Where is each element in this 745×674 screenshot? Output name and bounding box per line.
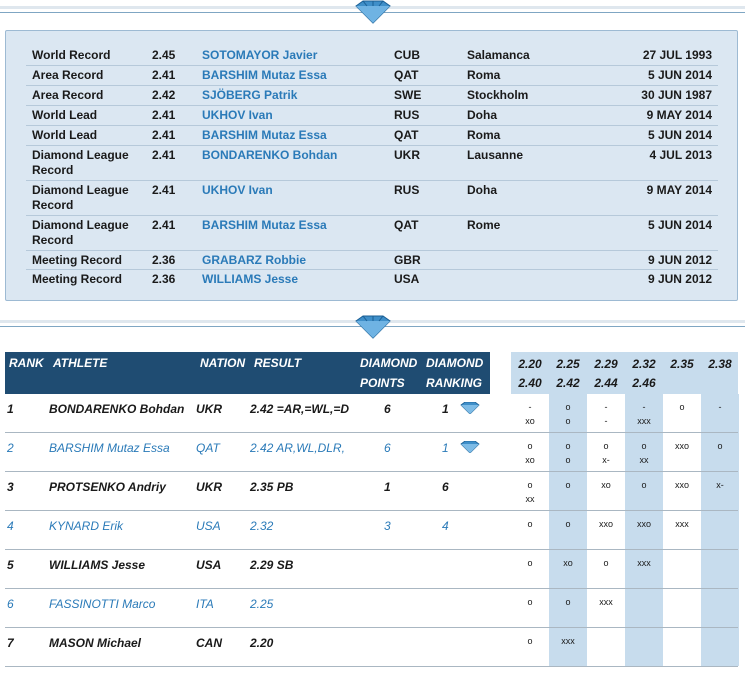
result-mark: 2.32: [250, 519, 274, 533]
result-athlete[interactable]: BONDARENKO Bohdan: [49, 402, 185, 416]
header-diamond-ranking-2: RANKING: [426, 376, 482, 390]
result-row: [5, 472, 738, 511]
header-result: RESULT: [254, 356, 302, 370]
record-row: [26, 146, 718, 181]
record-nation: CUB: [394, 48, 420, 62]
attempt-mark: o: [527, 441, 533, 451]
attempt-mark: o: [679, 402, 685, 412]
record-mark: 2.41: [152, 108, 176, 122]
result-rank: 7: [7, 636, 14, 650]
result-mark: 2.42 AR,WL,DLR,: [250, 441, 345, 455]
result-nation: UKR: [196, 402, 222, 416]
height-label: 2.35: [670, 357, 694, 371]
record-mark: 2.41: [152, 128, 176, 142]
attempt-mark: xo: [525, 455, 535, 465]
attempt-mark: o: [527, 636, 533, 646]
result-rank: 5: [7, 558, 14, 572]
result-mark: 2.20: [250, 636, 274, 650]
record-athlete[interactable]: WILLIAMS Jesse: [202, 272, 299, 286]
attempt-mark: o: [565, 597, 571, 607]
result-points: 6: [384, 402, 391, 416]
result-nation: CAN: [196, 636, 222, 650]
attempt-mark: -: [604, 416, 608, 426]
result-points: 1: [384, 480, 391, 494]
height-label: 2.40: [518, 376, 542, 390]
record-nation: USA: [394, 272, 420, 286]
record-athlete[interactable]: BARSHIM Mutaz Essa: [202, 68, 327, 82]
record-date: 4 JUL 2013: [649, 148, 712, 162]
record-athlete[interactable]: SOTOMAYOR Javier: [202, 48, 318, 62]
attempt-mark: o: [603, 558, 609, 568]
record-type: Diamond League Record: [32, 218, 129, 247]
record-nation: QAT: [394, 128, 419, 142]
result-ranking: 1: [442, 402, 449, 416]
attempt-mark: o: [603, 441, 609, 451]
record-type: World Record: [32, 48, 111, 62]
record-date: 9 MAY 2014: [646, 183, 712, 197]
attempt-mark: o: [565, 519, 571, 529]
record-athlete[interactable]: BONDARENKO Bohdan: [202, 148, 338, 162]
diamond-icon: [350, 315, 396, 339]
results-header: [5, 352, 490, 394]
attempt-mark: xxx: [637, 416, 651, 426]
result-rank: 6: [7, 597, 14, 611]
attempt-mark: o: [641, 441, 647, 451]
record-type: Diamond League Record: [32, 148, 129, 177]
result-nation: USA: [196, 558, 222, 572]
result-nation: UKR: [196, 480, 222, 494]
attempt-mark: xxx: [675, 519, 689, 529]
header-diamond-points-1: DIAMOND: [360, 356, 418, 370]
height-label: 2.32: [632, 357, 656, 371]
record-venue: Roma: [467, 68, 501, 82]
record-venue: Roma: [467, 128, 501, 142]
height-label: 2.38: [708, 357, 732, 371]
result-row: [5, 628, 738, 667]
record-venue: Lausanne: [467, 148, 524, 162]
record-mark: 2.42: [152, 88, 176, 102]
result-ranking: 6: [442, 480, 449, 494]
record-date: 5 JUN 2014: [647, 218, 712, 232]
result-athlete[interactable]: WILLIAMS Jesse: [49, 558, 146, 572]
record-athlete[interactable]: UKHOV Ivan: [202, 183, 273, 197]
header-athlete: ATHLETE: [53, 356, 108, 370]
result-athlete[interactable]: PROTSENKO Andriy: [49, 480, 166, 494]
record-row: [26, 46, 718, 66]
attempt-mark: o: [527, 519, 533, 529]
record-mark: 2.41: [152, 218, 176, 232]
record-athlete[interactable]: SJÖBERG Patrik: [202, 88, 298, 102]
result-points: 6: [384, 441, 391, 455]
record-venue: Doha: [467, 183, 497, 197]
result-nation: USA: [196, 519, 221, 533]
attempt-mark: o: [565, 455, 571, 465]
attempt-mark: xo: [601, 480, 611, 490]
record-athlete[interactable]: GRABARZ Robbie: [202, 253, 306, 267]
record-type: World Lead: [32, 128, 98, 142]
record-date: 30 JUN 1987: [641, 88, 712, 102]
result-mark: 2.29 SB: [250, 558, 294, 572]
height-label: 2.25: [556, 357, 580, 371]
result-nation: QAT: [196, 441, 220, 455]
record-date: 27 JUL 1993: [642, 48, 712, 62]
result-row: [5, 550, 738, 589]
attempt-mark: xo: [525, 416, 535, 426]
record-date: 9 MAY 2014: [646, 108, 712, 122]
attempt-mark: x-: [716, 480, 724, 490]
attempt-mark: o: [565, 441, 571, 451]
record-row: [26, 181, 718, 216]
result-row: [5, 511, 738, 550]
result-mark: 2.25: [250, 597, 274, 611]
record-athlete[interactable]: BARSHIM Mutaz Essa: [202, 128, 327, 142]
record-row: [26, 251, 718, 270]
record-type: Area Record: [32, 88, 104, 102]
attempt-mark: xo: [563, 558, 573, 568]
record-venue: Salamanca: [467, 48, 530, 62]
record-venue: Stockholm: [467, 88, 529, 102]
record-venue: Rome: [467, 218, 501, 232]
record-row: [26, 106, 718, 126]
result-points: 3: [384, 519, 391, 533]
result-athlete[interactable]: BARSHIM Mutaz Essa: [49, 441, 170, 455]
result-athlete[interactable]: MASON Michael: [49, 636, 142, 650]
result-row: [5, 589, 738, 628]
record-date: 9 JUN 2012: [647, 253, 712, 267]
attempt-mark: -: [718, 402, 722, 412]
record-type: World Lead: [32, 108, 98, 122]
height-label: 2.29: [594, 357, 618, 371]
diamond-gem-icon: [459, 401, 481, 413]
record-row: [26, 126, 718, 146]
record-type: Meeting Record: [32, 253, 123, 267]
attempt-mark: xxx: [637, 558, 651, 568]
attempt-mark: o: [717, 441, 723, 451]
attempt-mark: xx: [525, 494, 535, 504]
record-mark: 2.41: [152, 183, 176, 197]
record-mark: 2.36: [152, 253, 176, 267]
header-nation: NATION: [200, 356, 246, 370]
record-type: Meeting Record: [32, 272, 123, 286]
attempt-mark: xxo: [598, 519, 613, 529]
result-mark: 2.35 PB: [250, 480, 294, 494]
record-mark: 2.41: [152, 68, 176, 82]
result-athlete[interactable]: KYNARD Erik: [49, 519, 124, 533]
record-row: [26, 216, 718, 251]
record-nation: GBR: [394, 253, 421, 267]
attempt-mark: -: [604, 402, 608, 412]
records-panel: [5, 30, 738, 301]
record-type: Diamond League Record: [32, 183, 129, 212]
record-mark: 2.36: [152, 272, 176, 286]
attempt-mark: o: [565, 416, 571, 426]
header-diamond-points-2: POINTS: [360, 376, 405, 390]
result-row: [5, 433, 738, 472]
result-nation: ITA: [196, 597, 214, 611]
heights-header: [511, 352, 738, 394]
record-date: 9 JUN 2012: [647, 272, 712, 286]
attempt-mark: -: [528, 402, 532, 412]
record-venue: Doha: [467, 108, 497, 122]
height-label: 2.42: [556, 376, 580, 390]
attempt-mark: xx: [639, 455, 649, 465]
result-athlete[interactable]: FASSINOTTI Marco: [49, 597, 156, 611]
attempt-mark: xxx: [599, 597, 613, 607]
record-nation: RUS: [394, 183, 420, 197]
attempt-mark: -: [642, 402, 646, 412]
attempt-mark: xxo: [636, 519, 651, 529]
height-label: 2.44: [594, 376, 618, 390]
attempt-mark: o: [527, 597, 533, 607]
result-rank: 2: [7, 441, 14, 455]
attempt-mark: xxo: [674, 441, 689, 451]
record-date: 5 JUN 2014: [647, 128, 712, 142]
result-separator: [5, 666, 738, 667]
attempt-mark: x-: [602, 455, 610, 465]
diamond-gem-icon: [459, 440, 481, 452]
height-label: 2.20: [518, 357, 542, 371]
record-athlete[interactable]: BARSHIM Mutaz Essa: [202, 218, 327, 232]
result-rank: 4: [7, 519, 14, 533]
height-label: 2.46: [632, 376, 656, 390]
header-diamond-ranking-1: DIAMOND: [426, 356, 484, 370]
header-rank: RANK: [9, 356, 44, 370]
result-rank: 1: [7, 402, 14, 416]
record-date: 5 JUN 2014: [647, 68, 712, 82]
record-row: [26, 66, 718, 86]
record-type: Area Record: [32, 68, 104, 82]
record-row: [26, 86, 718, 106]
attempt-mark: o: [565, 480, 571, 490]
attempt-mark: o: [641, 480, 647, 490]
record-athlete[interactable]: UKHOV Ivan: [202, 108, 273, 122]
result-ranking: 4: [442, 519, 449, 533]
diamond-icon: [350, 0, 396, 24]
attempt-mark: o: [527, 558, 533, 568]
record-nation: QAT: [394, 218, 419, 232]
record-mark: 2.41: [152, 148, 176, 162]
result-mark: 2.42 =AR,=WL,=D: [250, 402, 350, 416]
attempt-mark: o: [565, 402, 571, 412]
attempt-mark: xxx: [561, 636, 575, 646]
record-nation: UKR: [394, 148, 420, 162]
record-nation: SWE: [394, 88, 422, 102]
result-rank: 3: [7, 480, 14, 494]
attempt-mark: o: [527, 480, 533, 490]
result-row: [5, 394, 738, 433]
record-mark: 2.45: [152, 48, 176, 62]
record-nation: QAT: [394, 68, 419, 82]
record-nation: RUS: [394, 108, 420, 122]
attempt-mark: xxo: [674, 480, 689, 490]
record-row: [26, 270, 718, 289]
result-ranking: 1: [442, 441, 449, 455]
